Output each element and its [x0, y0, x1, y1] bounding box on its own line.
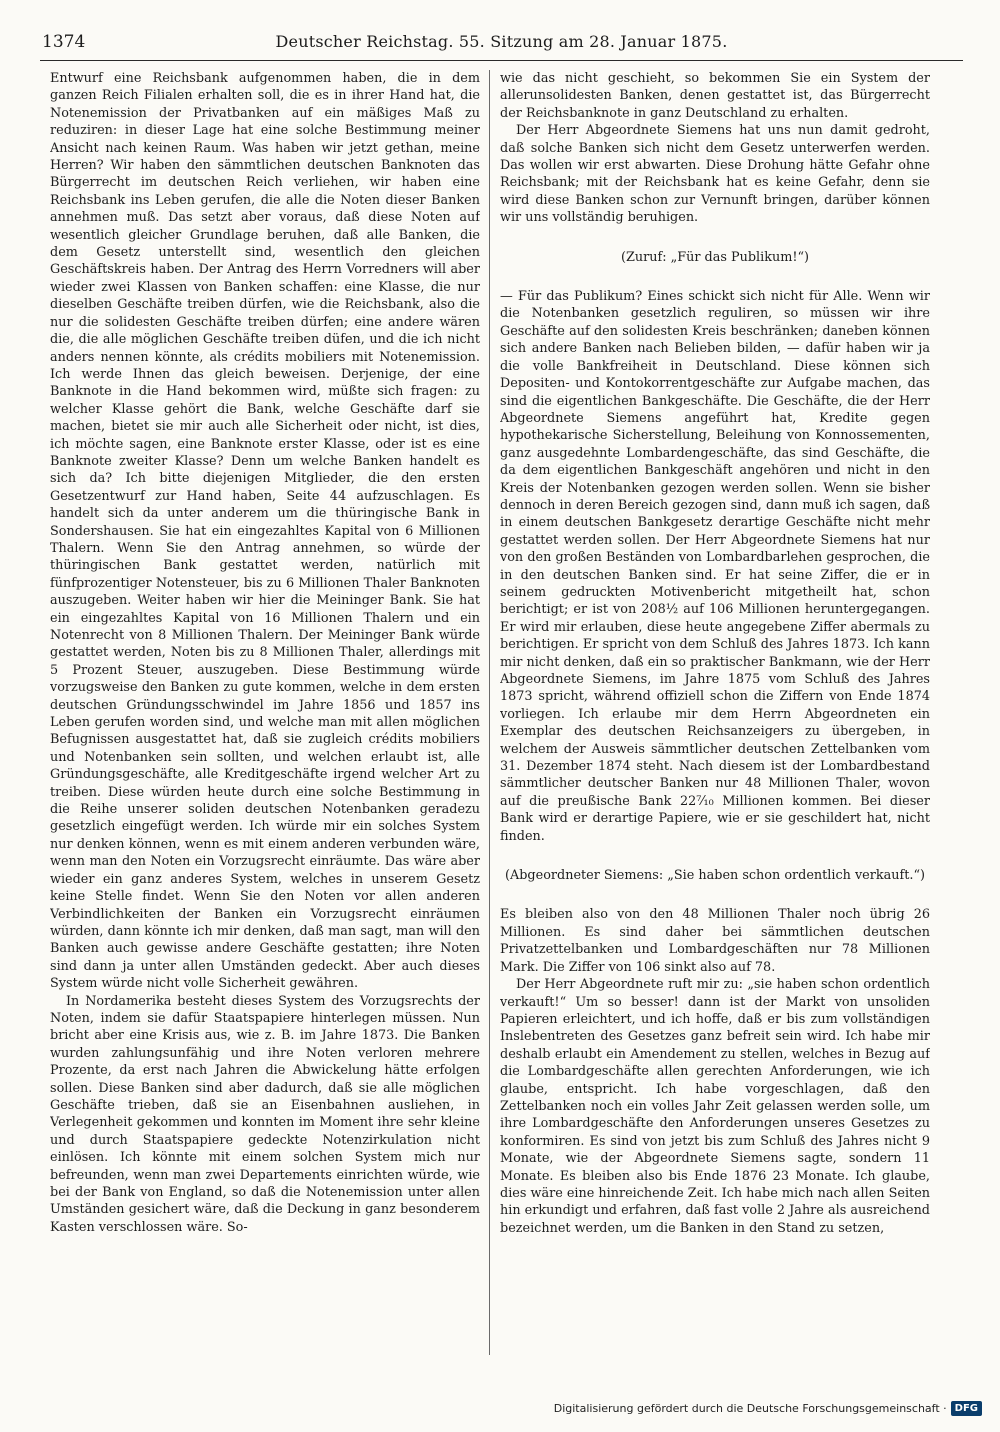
dfg-logo: DFG — [951, 1401, 982, 1416]
footer-credit: Digitalisierung gefördert durch die Deutsche Forschungsgemeinschaft · — [553, 1402, 947, 1415]
page-header — [40, 30, 963, 61]
paragraph: Es bleiben also von den 48 Millionen Thaler noch übrig 26 Millionen. Es sind daher bei sämmtlichen deutschen Privatzettelbanken und Lombardgeschäften nur 78 Millionen Mark. Die Ziffer von 106 sinkt also auf 78. — [500, 907, 930, 975]
paragraph: — Für das Publikum? Eines schickt sich nicht für Alle. Wenn wir die Notenbanken gesetzlich reguliren, so müssen wir ihre Geschäfte auf den solidesten Kreis beschränken; daneben können sich andere Banken nach Belieben bilden, — dafür haben wir ja die volle Bankfreiheit in Deutschland. Diese können sich Depositen- und Kontokorrentgeschäfte zur Aufgabe machen, das sind die eigentlichen Bankgeschäfte. Die Geschäfte, die der Herr Abgeordnete Siemens angeführt hat, Kredite gegen hypothekarische Sicherstellung, Beleihung von Konnossementen, ganz ausgedehnte Lombardengeschäfte, das sind Geschäfte, die da dem eigentlichen Bankgeschäft angehören und nicht in den Kreis der Notenbanken gezogen werden sollen. Wenn sie bisher dennoch in deren Bereich gezogen sind, dann muß ich sagen, daß in einem deutschen Bankgesetz derartige Geschäfte nicht mehr gestattet werden sollen. Der Herr Abgeordnete Siemens hat nur von den großen Beständen von Lombardbarlehen gesprochen, die in den deutschen Banken sind. Er hat seine Ziffer, die er in seinem gedruckten Motivenbericht mitgetheilt hat, schon berichtigt; er ist von 208½ auf 106 Millionen heruntergegangen. Er wird mir erlauben, diese heute angegebene Ziffer abermals zu berichtigen. Er spricht von dem Schluß des Jahres 1873. Ich kann mir nicht denken, daß ein so praktischer Bankmann, wie der Herr Abgeordnete Siemens, im Jahre 1875 vom Schluß des Jahres 1873 spricht, während offiziell schon die Ziffern von Ende 1874 vorliegen. Ich erlaube mir dem Herrn Abgeordneten ein Exemplar des deutschen Reichsanzeigers zu übergeben, in welchem der Ausweis sämmtlicher deutschen Zettelbanken vom 31. Dezember 1874 steht. Nach diesem ist der Lombardbestand sämmtlicher deutscher Banken nur 48 Millionen Thaler, wovon auf die preußische Bank 22⁷⁄₁₀ Millionen kommen. Bei dieser Bank wird er derartige Papiere, wie er sie geschildert hat, nicht finden. — [500, 289, 930, 844]
running-head: Deutscher Reichstag. 55. Sitzung am 28. Januar 1875. — [275, 32, 728, 51]
page-number: 1374 — [42, 32, 86, 52]
left-column — [50, 70, 480, 1350]
interjection: (Zuruf: „Für das Publikum!“) — [620, 249, 810, 265]
paragraph: Der Herr Abgeordnete ruft mir zu: „sie haben schon ordentlich verkauft!“ Um so besser! dann ist der Markt von unsoliden Papieren erleichtert, und ich hoffe, daß er bis zum vollständigen Inslebentreten des Gesetzes ganz befreit sein wird. Ich habe mir deshalb erlaubt ein Amendement zu stellen, welches in Bezug auf die Lombardgeschäfte allen gerechten Anforderungen, wie ich glaube, entspricht. Ich habe vorgeschlagen, daß den Zettelbanken noch ein volles Jahr Zeit gelassen werden solle, um ihre Lombardgeschäfte den Anforderungen unseres Gesetzes zu konformiren. Es sind von jetzt bis zum Schluß des Jahres nicht 9 Monate, wie der Abgeordnete Siemens sagte, sondern 11 Monate. Es bleiben also bis Ende 1876 23 Monate. Ich glaube, dies wäre eine hinreichende Zeit. Ich habe mich nach allen Seiten hin erkundigt und erfahren, daß fast volle 2 Jahre als ausreichend bezeichnet werden, um die Banken in den Stand zu setzen, — [500, 977, 930, 1236]
footer — [554, 1401, 982, 1416]
paragraph: Der Herr Abgeordnete Siemens hat uns nun damit gedroht, daß solche Banken sich nicht dem Gesetz unterwerfen werden. Das wollen wir erst abwarten. Diese Drohung hätte Gefahr ohne Reichsbank; mit der Reichsbank hat es keine Gefahr, denn sie wird diese Banken schon zur Vernunft bringen, darüber können wir uns vollständig beruhigen. — [500, 123, 930, 226]
column-divider — [489, 70, 490, 1355]
paragraph: Entwurf eine Reichsbank aufgenommen haben, die in dem ganzen Reich Filialen erhalten soll, die es in ihrer Hand hat, die Notenemission der Privatbanken auf ein mäßiges Maß zu reduziren: in dieser Lage hat eine solche Bestimmung meiner Ansicht nach keinen Raum. Was haben wir jetzt gethan, meine Herren? Wir haben den sämmtlichen deutschen Banknoten das Bürgerrecht im deutschen Reich verliehen, wir haben eine Reichsbank ins Leben gerufen, die alle die Noten dieser Banken annehmen muß. Das setzt aber voraus, daß diese Noten auf wesentlich gleicher Grundlage beruhen, daß alle Banken, die dem Gesetz unterstellt sind, wesentlich den gleichen Geschäftskreis haben. Der Antrag des Herrn Vorredners will aber wieder zwei Klassen von Banken schaffen: eine Klasse, die nur dieselben Geschäfte treiben dürfen, wie die Reichsbank, also die nur die solidesten Geschäfte treiben dürfen; eine andere wären die, die alle möglichen Geschäfte treiben düfen, und die ich nicht anders nennen könnte, als crédits mobiliers mit Notenemission. Ich werde Ihnen das gleich beweisen. Derjenige, der eine Banknote in die Hand bekommen wird, müßte sich fragen: zu welcher Klasse gehört die Bank, welche Geschäfte darf sie machen, bietet sie mir auch alle Sicherheit oder nicht, ist dies, ich möchte sagen, eine Banknote erster Klasse, oder ist es eine Banknote zweiter Klasse? Denn um welche Banken handelt es sich da? Ich bitte diejenigen Mitglieder, die den ersten Gesetzentwurf zur Hand haben, Seite 44 aufzuschlagen. Es handelt sich da unter anderem um die thüringische Bank in Sondershausen. Sie hat ein eingezahltes Kapital von 6 Millionen Thalern. Wenn Sie den Antrag annehmen, so würde der thüringischen Bank gestattet werden, natürlich mit fünfprozentiger Notensteuer, bis zu 6 Millionen Thaler Banknoten auszugeben. Weiter haben wir hier die Meininger Bank. Sie hat ein eingezahltes Kapital von 16 Millionen Thalern und ein Notenrecht von 8 Millionen Thalern. Der Meininger Bank würde gestattet werden, Noten bis zu 8 Millionen Thaler, allerdings mit 5 Prozent Steuer, auszugeben. Diese Bestimmung würde vorzugsweise den Banken zu gute kommen, welche in dem ersten deutschen Gründungsschwindel im Jahre 1856 und 1857 ins Leben gerufen worden sind, und welche man mit allen möglichen Befugnissen ausgestattet hat, daß sie zugleich crédits mobiliers und Notenbanken sein sollten, und welchen erlaubt ist, alle Gründungsgeschäfte, alle Kreditgeschäfte irgend welcher Art zu treiben. Diese würden heute durch eine solche Bestimmung in die Reihe unserer soliden deutschen Notenbanken geradezu gesetzlich eingefügt werden. Ich würde mir ein solches System nur denken können, wenn es mit einem anderen verbunden wäre, wenn man den Noten ein Vorzugsrecht einräumte. Das wäre aber wieder ein ganz anderes System, welches in unserem Gesetz keine Stelle findet. Wenn Sie den Noten vor allen anderen Verbindlichkeiten der Banken ein Vorzugsrecht einräumen würden, dann könnte ich mir denken, daß man sagt, man will den Banken auch gewisse andere Geschäfte gestatten; ihre Noten sind dann ja unter allen Umständen gedeckt. Aber auch dieses System würde nicht volle Sicherheit gewähren. — [50, 71, 480, 992]
right-column — [500, 70, 930, 1350]
paragraph: In Nordamerika besteht dieses System des Vorzugsrechts der Noten, indem sie dafür Staatspapiere hinterlegen müssen. Nun bricht aber eine Krisis aus, wie z. B. im Jahre 1873. Die Banken wurden zahlungsunfähig und ihre Noten verloren mehrere Prozente, da erst nach Jahren die Abwickelung hätte erfolgen sollen. Diese Banken sind aber dadurch, daß sie alle möglichen Geschäfte trieben, daß sie an Eisenbahnen ausliehen, in Verlegenheit gekommen und konnten im Moment ihre sehr kleine und durch Staatspapiere gedeckte Notenzirkulation nicht einlösen. Ich könnte mit einem solchen System mich nur befreunden, wenn man zwei Departements einrichten würde, wie bei der Bank von England, so daß die Notenemission unter allen Umständen gesichert wäre, daß die Deckung in ganz besonderem Kasten verschlossen wäre. So- — [50, 993, 480, 1235]
interjection: (Abgeordneter Siemens: „Sie haben schon ordentlich verkauft.“) — [505, 868, 925, 884]
paragraph: wie das nicht geschieht, so bekommen Sie ein System der allerunsolidesten Banken, denen gestattet ist, das Bürgerrecht der Reichsbanknote in ganz Deutschland zu erhalten. — [500, 71, 930, 121]
